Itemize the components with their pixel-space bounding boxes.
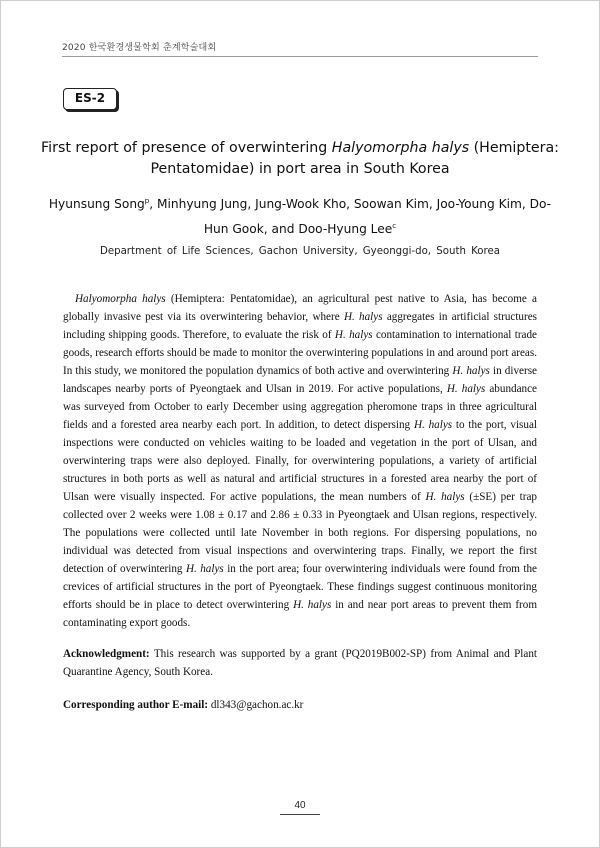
title-part-1: First report of presence of overwintering [41, 140, 332, 156]
paper-title [40, 138, 560, 180]
author-list [40, 190, 560, 240]
species-name: H. halys [334, 329, 373, 341]
acknowledgment-text: This research was supported by a grant (PQ2019B002-SP) from Animal and Plant Quarantine Agency, South Korea. [63, 648, 537, 678]
species-name: H. halys [293, 599, 332, 611]
title-part-2: (Hemiptera: Pentatomidae) in port area in South Korea [150, 140, 559, 177]
abstract-text: contamination to international trade goods, research efforts should be made to monitor the overwintering populations in and around port areas. In this study, we monitored the population dynamics of both active and overwintering [63, 329, 537, 377]
affiliation: Department of Life Sciences, Gachon University, Gyeonggi-do, South Korea [99, 246, 501, 257]
author-first: Hyunsung Song [48, 197, 145, 211]
species-name: H. halys [185, 563, 224, 575]
abstract-text: in and near port areas to prevent them from contaminating export goods. [63, 599, 537, 629]
page-number: 40 [294, 800, 306, 811]
abstract-text: (Hemiptera: Pentatomidae), an agricultural pest native to Asia, has become a globally invasive pest via its overwintering behavior, where [63, 293, 537, 323]
presenter-mark: p [144, 197, 150, 205]
species-name: H. halys [343, 311, 383, 323]
abstract-code-badge: ES-2 [63, 88, 117, 110]
abstract-text: abundance was surveyed from October to early December using aggregation pheromone traps in three agricultural fields and a forested area nearby each port. In addition, to detect dispersing [63, 383, 537, 431]
header-rule [62, 56, 538, 57]
corresponding-author [63, 696, 537, 714]
corresponding-email: dl343@gachon.ac.kr [208, 699, 304, 711]
running-header: 2020 한국환경생물학회 춘계학술대회 [62, 43, 217, 53]
page-number-rule [280, 814, 320, 815]
species-name: H. halys [452, 365, 490, 377]
abstract-body [63, 290, 537, 632]
abstract-text: in the port area; four overwintering individuals were found from the crevices of artificial structures in the port of Pyeongtaek. These findings suggest continuous monitoring efforts should be in place to detect overwintering [63, 563, 537, 611]
abstract-text: to the port, visual inspections were conducted on vehicles waiting to be loaded and vegetation in the port of Ulsan, and overwintering traps were also deployed. Finally, for overwintering populations, a variety of artificial structures in both ports as well as natural and artificial structures in a forested area nearby the port of Ulsan were visually inspected. For active populations, the mean numbers of [63, 419, 538, 503]
abstract-text: (±SE) per trap collected over 2 weeks were 1.08 ± 0.17 and 2.86 ± 0.33 in Pyeongtaek and Ulsan regions, respectively. The populations were collected until late November in both regions. For dispersing populations, no individual was detected from visual inspections and overwintering traps. Finally, we report the first detection of overwintering [63, 491, 538, 575]
species-name: H. halys [425, 491, 465, 503]
abstract-text: in diverse landscapes nearby ports of Pyeongtaek and Ulsan in 2019. For active populations, [63, 365, 537, 395]
acknowledgment-label: Acknowledgment: [63, 648, 150, 660]
species-name: H. halys [446, 383, 486, 395]
author-rest: , Minhyung Jung, Jung-Wook Kho, Soowan Kim, Joo-Young Kim, Do-Hun Gook, and Doo-Hyung Lee [149, 197, 552, 236]
species-name: Halyomorpha halys [75, 293, 166, 305]
species-name: H. halys [413, 419, 453, 431]
corresponding-label: Corresponding author E-mail: [63, 699, 209, 711]
abstract-text: aggregates in artificial structures including shipping goods. Therefore, to evaluate the risk of [63, 311, 537, 341]
title-species: Halyomorpha halys [331, 140, 470, 156]
corresponding-mark: c [392, 222, 397, 230]
acknowledgment [63, 645, 537, 681]
